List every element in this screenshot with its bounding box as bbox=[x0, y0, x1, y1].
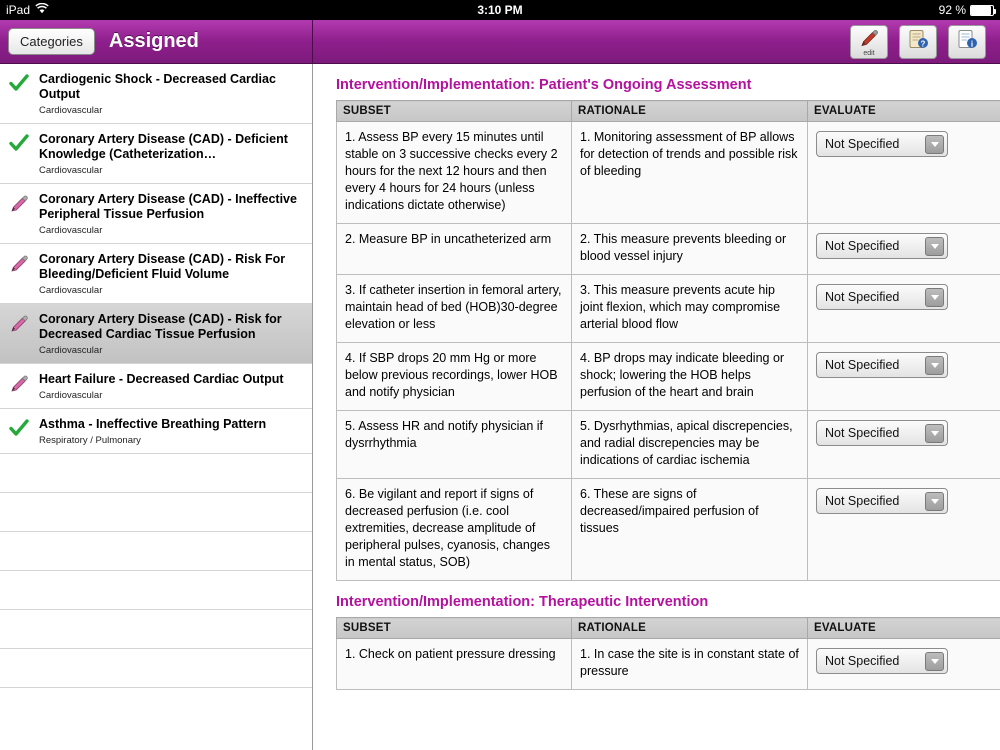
list-item-subtitle: Cardiovascular bbox=[39, 225, 103, 236]
svg-text:?: ? bbox=[920, 39, 926, 49]
table-row bbox=[337, 411, 1000, 479]
checkmark-icon bbox=[9, 132, 31, 176]
toolbar-right bbox=[313, 20, 1000, 63]
battery-icon bbox=[970, 5, 994, 16]
ios-status-bar bbox=[0, 0, 1000, 20]
evaluate-cell bbox=[808, 411, 1000, 479]
pencil-icon bbox=[9, 192, 31, 236]
list-item-text bbox=[39, 417, 302, 446]
column-header: SUBSET bbox=[337, 618, 572, 639]
evaluate-dropdown[interactable] bbox=[816, 488, 948, 514]
status-right bbox=[939, 3, 994, 17]
list-item[interactable] bbox=[0, 304, 312, 364]
list-item[interactable] bbox=[0, 409, 312, 454]
info-document-icon bbox=[956, 28, 978, 55]
checkmark-icon bbox=[9, 72, 31, 116]
list-item-title: Coronary Artery Disease (CAD) - Risk for Decreased Cardiac Tissue Perfusion bbox=[39, 312, 282, 341]
rationale-cell: 1. Monitoring assessment of BP allows for detection of trends and possible risk of bleeding bbox=[572, 122, 808, 224]
evaluate-cell bbox=[808, 343, 1000, 411]
section-heading: Intervention/Implementation: Patient's Ongoing Assessment bbox=[336, 77, 752, 93]
list-item-empty bbox=[0, 649, 312, 688]
table-row bbox=[337, 343, 1000, 411]
evaluate-value: Not Specified bbox=[825, 238, 900, 253]
checkmark-icon bbox=[9, 419, 29, 437]
list-item-empty bbox=[0, 493, 312, 532]
intervention-table bbox=[336, 617, 1000, 690]
subset-cell: 4. If SBP drops 20 mm Hg or more below previous recordings, lower HOB and notify physician bbox=[337, 343, 572, 411]
evaluate-cell bbox=[808, 122, 1000, 224]
pencil-icon bbox=[9, 252, 31, 296]
intervention-table bbox=[336, 100, 1000, 581]
table-row bbox=[337, 224, 1000, 275]
table-row bbox=[337, 122, 1000, 224]
list-item-title: Coronary Artery Disease (CAD) - Deficient Knowledge (Catheterization… bbox=[39, 132, 288, 161]
pencil-icon bbox=[9, 374, 29, 394]
evaluate-cell bbox=[808, 479, 1000, 581]
rationale-cell: 5. Dysrhythmias, apical discrepencies, and radial discrepencies may be indications of cardiac ischemia bbox=[572, 411, 808, 479]
assigned-list-sidebar[interactable] bbox=[0, 64, 313, 750]
checkmark-icon bbox=[9, 74, 29, 92]
list-item-title: Cardiogenic Shock - Decreased Cardiac Output bbox=[39, 72, 276, 101]
list-item-text bbox=[39, 192, 302, 236]
column-header: EVALUATE bbox=[808, 618, 1000, 639]
evaluate-cell bbox=[808, 224, 1000, 275]
list-item[interactable] bbox=[0, 184, 312, 244]
list-item-empty bbox=[0, 571, 312, 610]
evaluate-dropdown[interactable] bbox=[816, 284, 948, 310]
app-toolbar bbox=[0, 20, 1000, 64]
rationale-cell: 3. This measure prevents acute hip joint flexion, which may compromise arterial blood flow bbox=[572, 275, 808, 343]
evaluate-value: Not Specified bbox=[825, 425, 900, 440]
list-item-title: Asthma - Ineffective Breathing Pattern bbox=[39, 417, 267, 431]
evaluate-cell bbox=[808, 275, 1000, 343]
battery-percent-label: 92 % bbox=[938, 3, 966, 17]
subset-cell: 1. Check on patient pressure dressing bbox=[337, 639, 572, 690]
list-item-subtitle: Cardiovascular bbox=[39, 285, 103, 296]
list-item-text bbox=[39, 132, 302, 176]
list-item-text bbox=[39, 252, 302, 296]
device-label: iPad bbox=[6, 3, 31, 17]
list-item-text bbox=[39, 72, 302, 116]
evaluate-dropdown[interactable] bbox=[816, 233, 948, 259]
list-item[interactable] bbox=[0, 244, 312, 304]
subset-cell: 2. Measure BP in uncatheterized arm bbox=[337, 224, 572, 275]
pencil-icon bbox=[9, 372, 31, 401]
chevron-down-icon[interactable] bbox=[925, 135, 944, 154]
section-heading: Intervention/Implementation: Therapeutic Intervention bbox=[336, 594, 709, 610]
list-item[interactable] bbox=[0, 64, 312, 124]
rationale-cell: 6. These are signs of decreased/impaired perfusion of tissues bbox=[572, 479, 808, 581]
subset-cell: 6. Be vigilant and report if signs of decreased perfusion (i.e. cool extremities, decrease amplitude of peripheral pulses, cyanosis, changes in mental status, SOB) bbox=[337, 479, 572, 581]
column-header: RATIONALE bbox=[572, 618, 808, 639]
list-item-text bbox=[39, 312, 302, 356]
list-item-empty bbox=[0, 610, 312, 649]
list-item-empty bbox=[0, 454, 312, 493]
pencil-icon bbox=[9, 254, 29, 274]
pencil-icon bbox=[9, 312, 31, 356]
edit-tool-button[interactable] bbox=[850, 25, 888, 59]
rationale-cell: 2. This measure prevents bleeding or blood vessel injury bbox=[572, 224, 808, 275]
table-row bbox=[337, 275, 1000, 343]
list-item[interactable] bbox=[0, 364, 312, 409]
subset-cell: 5. Assess HR and notify physician if dysrrhythmia bbox=[337, 411, 572, 479]
note-question-icon bbox=[907, 28, 929, 55]
chevron-down-icon[interactable] bbox=[925, 288, 944, 307]
table-row bbox=[337, 479, 1000, 581]
column-header: RATIONALE bbox=[572, 101, 808, 122]
column-header: EVALUATE bbox=[808, 101, 1000, 122]
notes-tool-button[interactable] bbox=[899, 25, 937, 59]
rationale-cell: 1. In case the site is in constant state of pressure bbox=[572, 639, 808, 690]
evaluate-value: Not Specified bbox=[825, 136, 900, 151]
list-item-subtitle: Cardiovascular bbox=[39, 105, 103, 116]
pencil-icon bbox=[9, 314, 29, 334]
sections-host bbox=[325, 64, 990, 690]
list-item-title: Heart Failure - Decreased Cardiac Output bbox=[39, 372, 284, 386]
evaluate-dropdown[interactable] bbox=[816, 648, 948, 674]
checkmark-icon bbox=[9, 417, 31, 446]
evaluate-value: Not Specified bbox=[825, 653, 900, 668]
chevron-down-icon[interactable] bbox=[925, 237, 944, 256]
categories-back-button[interactable]: Categories bbox=[8, 28, 95, 55]
info-tool-button[interactable] bbox=[948, 25, 986, 59]
table-row bbox=[337, 639, 1000, 690]
evaluate-value: Not Specified bbox=[825, 289, 900, 304]
evaluate-dropdown[interactable] bbox=[816, 352, 948, 378]
chevron-down-icon[interactable] bbox=[925, 424, 944, 443]
edit-tool-label: edit bbox=[863, 49, 875, 57]
column-header: SUBSET bbox=[337, 101, 572, 122]
chevron-down-icon[interactable] bbox=[925, 652, 944, 671]
list-item-subtitle: Cardiovascular bbox=[39, 390, 103, 401]
evaluate-value: Not Specified bbox=[825, 357, 900, 372]
list-item-empty bbox=[0, 532, 312, 571]
toolbar-left bbox=[0, 20, 313, 63]
checkmark-icon bbox=[9, 134, 29, 152]
evaluate-dropdown[interactable] bbox=[816, 420, 948, 446]
list-item-title: Coronary Artery Disease (CAD) - Ineffective Peripheral Tissue Perfusion bbox=[39, 192, 297, 221]
chevron-down-icon[interactable] bbox=[925, 356, 944, 375]
subset-cell: 1. Assess BP every 15 minutes until stable on 3 successive checks every 2 hours for the next 12 hours and then every 4 hours for 24 hours (unless indications dictate otherwise) bbox=[337, 122, 572, 224]
evaluate-value: Not Specified bbox=[825, 493, 900, 508]
evaluate-cell bbox=[808, 639, 1000, 690]
list-item-subtitle: Cardiovascular bbox=[39, 165, 103, 176]
list-item-subtitle: Cardiovascular bbox=[39, 345, 103, 356]
pencil-icon bbox=[9, 194, 29, 214]
sidebar-list bbox=[0, 64, 312, 688]
page-title: Assigned bbox=[108, 30, 199, 52]
clock: 3:10 PM bbox=[477, 3, 523, 17]
list-item-text bbox=[39, 372, 302, 401]
evaluate-dropdown[interactable] bbox=[816, 131, 948, 157]
list-item-title: Coronary Artery Disease (CAD) - Risk For Bleeding/Deficient Fluid Volume bbox=[39, 252, 286, 281]
list-item-subtitle: Respiratory / Pulmonary bbox=[39, 435, 141, 446]
svg-text:i: i bbox=[970, 39, 974, 49]
care-plan-content[interactable] bbox=[313, 64, 1000, 750]
app-body bbox=[0, 64, 1000, 750]
subset-cell: 3. If catheter insertion in femoral artery, maintain head of bed (HOB)30-degree elevation or less bbox=[337, 275, 572, 343]
list-item[interactable] bbox=[0, 124, 312, 184]
chevron-down-icon[interactable] bbox=[925, 492, 944, 511]
rationale-cell: 4. BP drops may indicate bleeding or shock; lowering the HOB helps perfusion of the heart and brain bbox=[572, 343, 808, 411]
